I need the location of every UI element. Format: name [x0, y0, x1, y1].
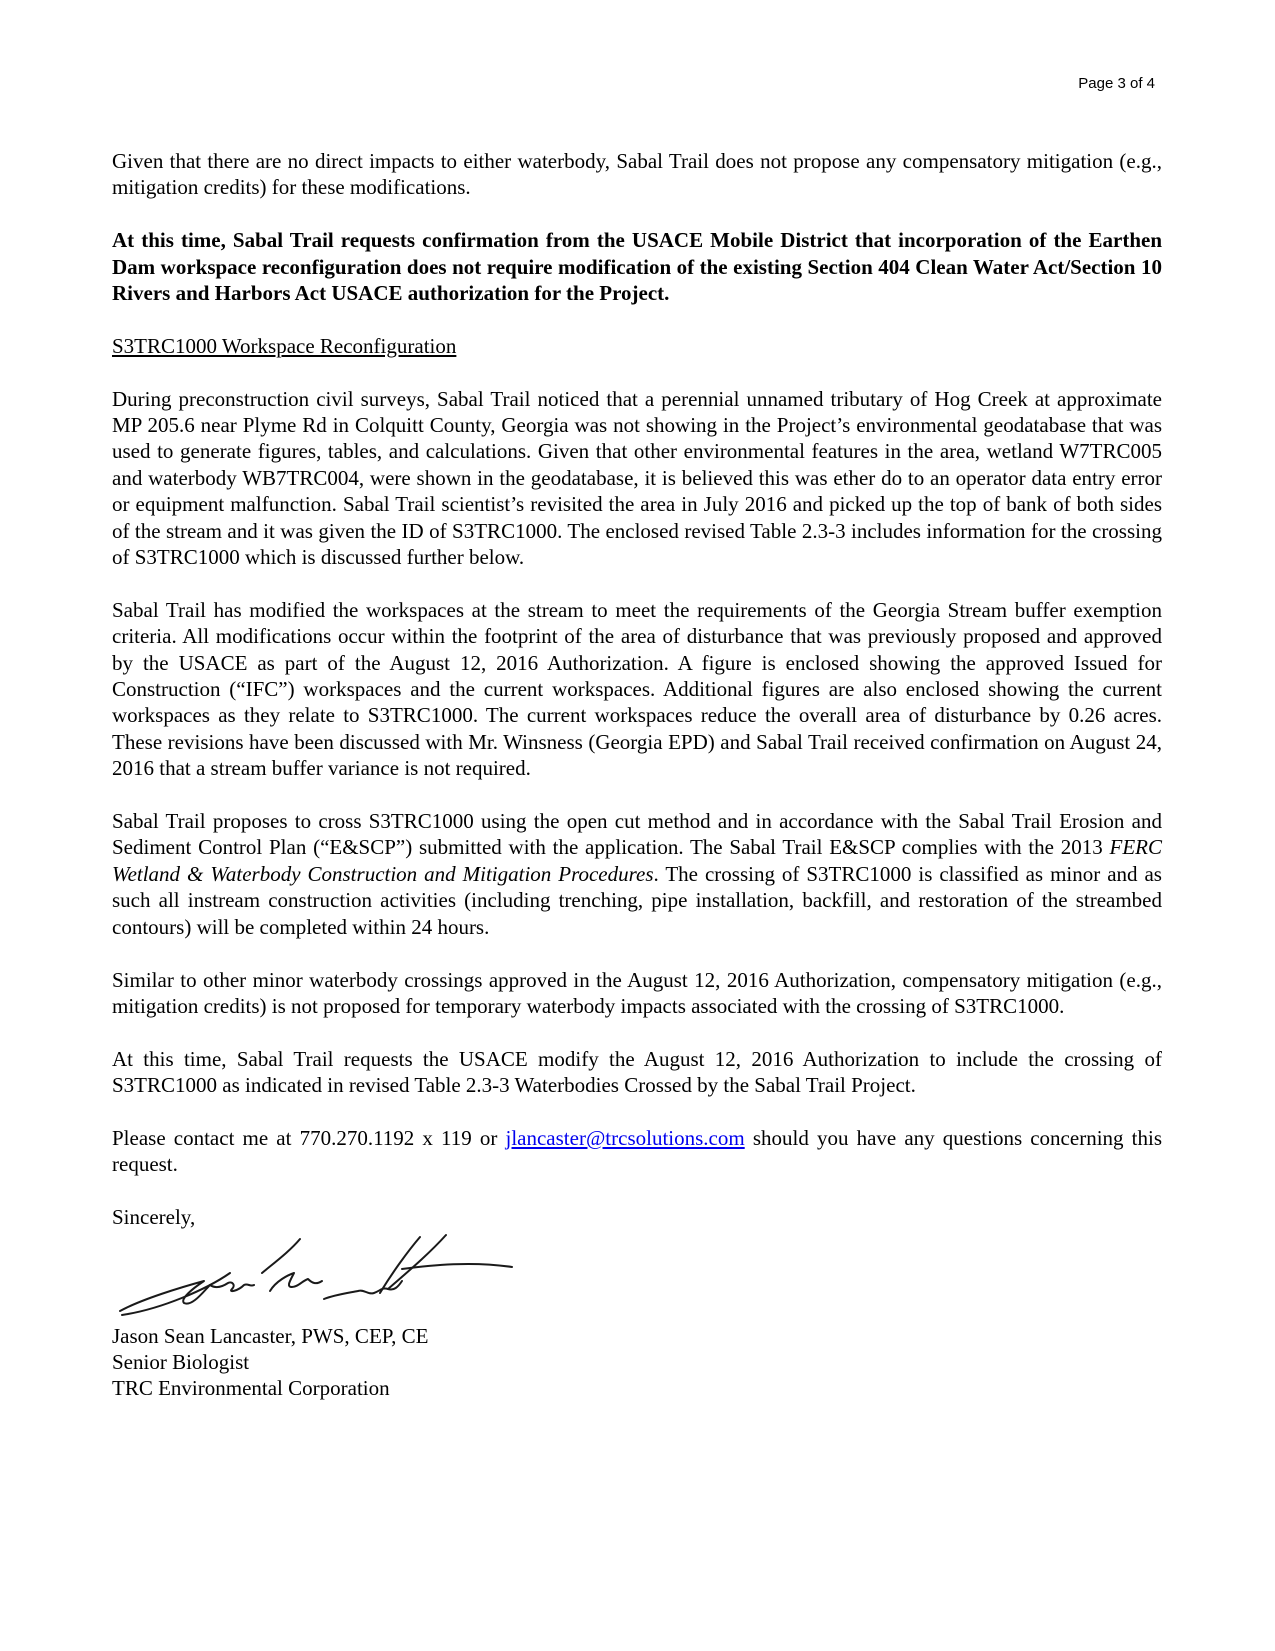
signer-name: Jason Sean Lancaster, PWS, CEP, CE — [112, 1323, 429, 1348]
contact-text-b: should you have any questions concerning this request. — [112, 1125, 1162, 1177]
paragraph-contact — [112, 1125, 1162, 1178]
paragraph-open-cut-crossing — [112, 808, 1162, 940]
signer-title: Senior Biologist — [112, 1349, 250, 1374]
paragraph-modify-authorization: At this time, Sabal Trail requests the USACE modify the August 12, 2016 Authorization to include the crossing of S3TRC1000 as indicated in revised Table 2.3-3 Waterbodies Crossed by the Sabal Trail Project. — [112, 1046, 1162, 1098]
signature-image — [112, 1229, 552, 1329]
ferc-procedures-title: FERC Wetland & Waterbody Construction and Mitigation Procedures — [112, 835, 1162, 886]
paragraph-confirmation-request: At this time, Sabal Trail requests confirmation from the USACE Mobile District that incorporation of the Earthen Dam workspace reconfiguration does not require modification of the existing Section 404 Clean Water Act/Section 10 Rivers and Harbors Act USACE authorization for the Project. — [112, 228, 1162, 306]
section-heading-text: S3TRC1000 Workspace Reconfiguration — [112, 333, 457, 358]
letter-body — [112, 148, 1162, 1402]
paragraph-no-direct-impacts: Given that there are no direct impacts to either waterbody, Sabal Trail does not propose any compensatory mitigation (e.g., mitigation credits) for these modifications. — [112, 149, 1162, 200]
paragraph-open-cut-text-a: Sabal Trail proposes to cross S3TRC1000 using the open cut method and in accordance with the Sabal Trail Erosion and Sediment Control Plan (“E&SCP”) submitted with the application. The Sabal Trail E&SCP complies with the 2013 — [112, 809, 1162, 860]
email-link[interactable]: jlancaster@trcsolutions.com — [505, 1125, 745, 1150]
signer-company: TRC Environmental Corporation — [112, 1376, 390, 1401]
section-heading — [112, 333, 1162, 359]
paragraph-compensatory-mitigation: Similar to other minor waterbody crossings approved in the August 12, 2016 Authorization, compensatory mitigation (e.g., mitigation credits) is not proposed for temporary waterbody impacts associated with the crossing of S3TRC1000. — [112, 967, 1162, 1018]
paragraph-preconstruction-surveys: During preconstruction civil surveys, Sabal Trail noticed that a perennial unnamed tributary of Hog Creek at approximate MP 205.6 near Plyme Rd in Colquitt County, Georgia was not showing in the Project’s environmental geodatabase that was used to generate figures, tables, and calculations. Given that other environmental features in the area, wetland W7TRC005 and waterbody WB7TRC004, were shown in the geodatabase, it is believed this was ether do to an operator data entry error or equipment malfunction. Sabal Trail scientist’s revisited the area in July 2016 and picked up the top of bank of both sides of the stream and it was given the ID of S3TRC1000. The enclosed revised Table 2.3-3 includes information for the crossing of S3TRC1000 which is discussed further below. — [112, 386, 1162, 570]
contact-text-a: Please contact me at 770.270.1192 x 119 or — [112, 1125, 506, 1150]
page-number: Page 3 of 4 — [1078, 75, 1155, 92]
salutation: Sincerely, — [112, 1205, 196, 1230]
paragraph-workspace-modifications: Sabal Trail has modified the workspaces at the stream to meet the requirements of the Georgia Stream buffer exemption criteria. All modifications occur within the footprint of the area of disturbance that was previously proposed and approved by the USACE as part of the August 12, 2016 Authorization. A figure is enclosed showing the approved Issued for Construction (“IFC”) workspaces and the current workspaces. Additional figures are also enclosed showing the current workspaces as they relate to S3TRC1000. The current workspaces reduce the overall area of disturbance by 0.26 acres. These revisions have been discussed with Mr. Winsness (Georgia EPD) and Sabal Trail received confirmation on August 24, 2016 that a stream buffer variance is not required. — [112, 597, 1162, 781]
paragraph-open-cut-text-b: . The crossing of S3TRC1000 is classified as minor and as such all instream construction activities (including trenching, pipe installation, backfill, and restoration of the streambed contours) will be completed within 24 hours. — [112, 861, 1162, 939]
